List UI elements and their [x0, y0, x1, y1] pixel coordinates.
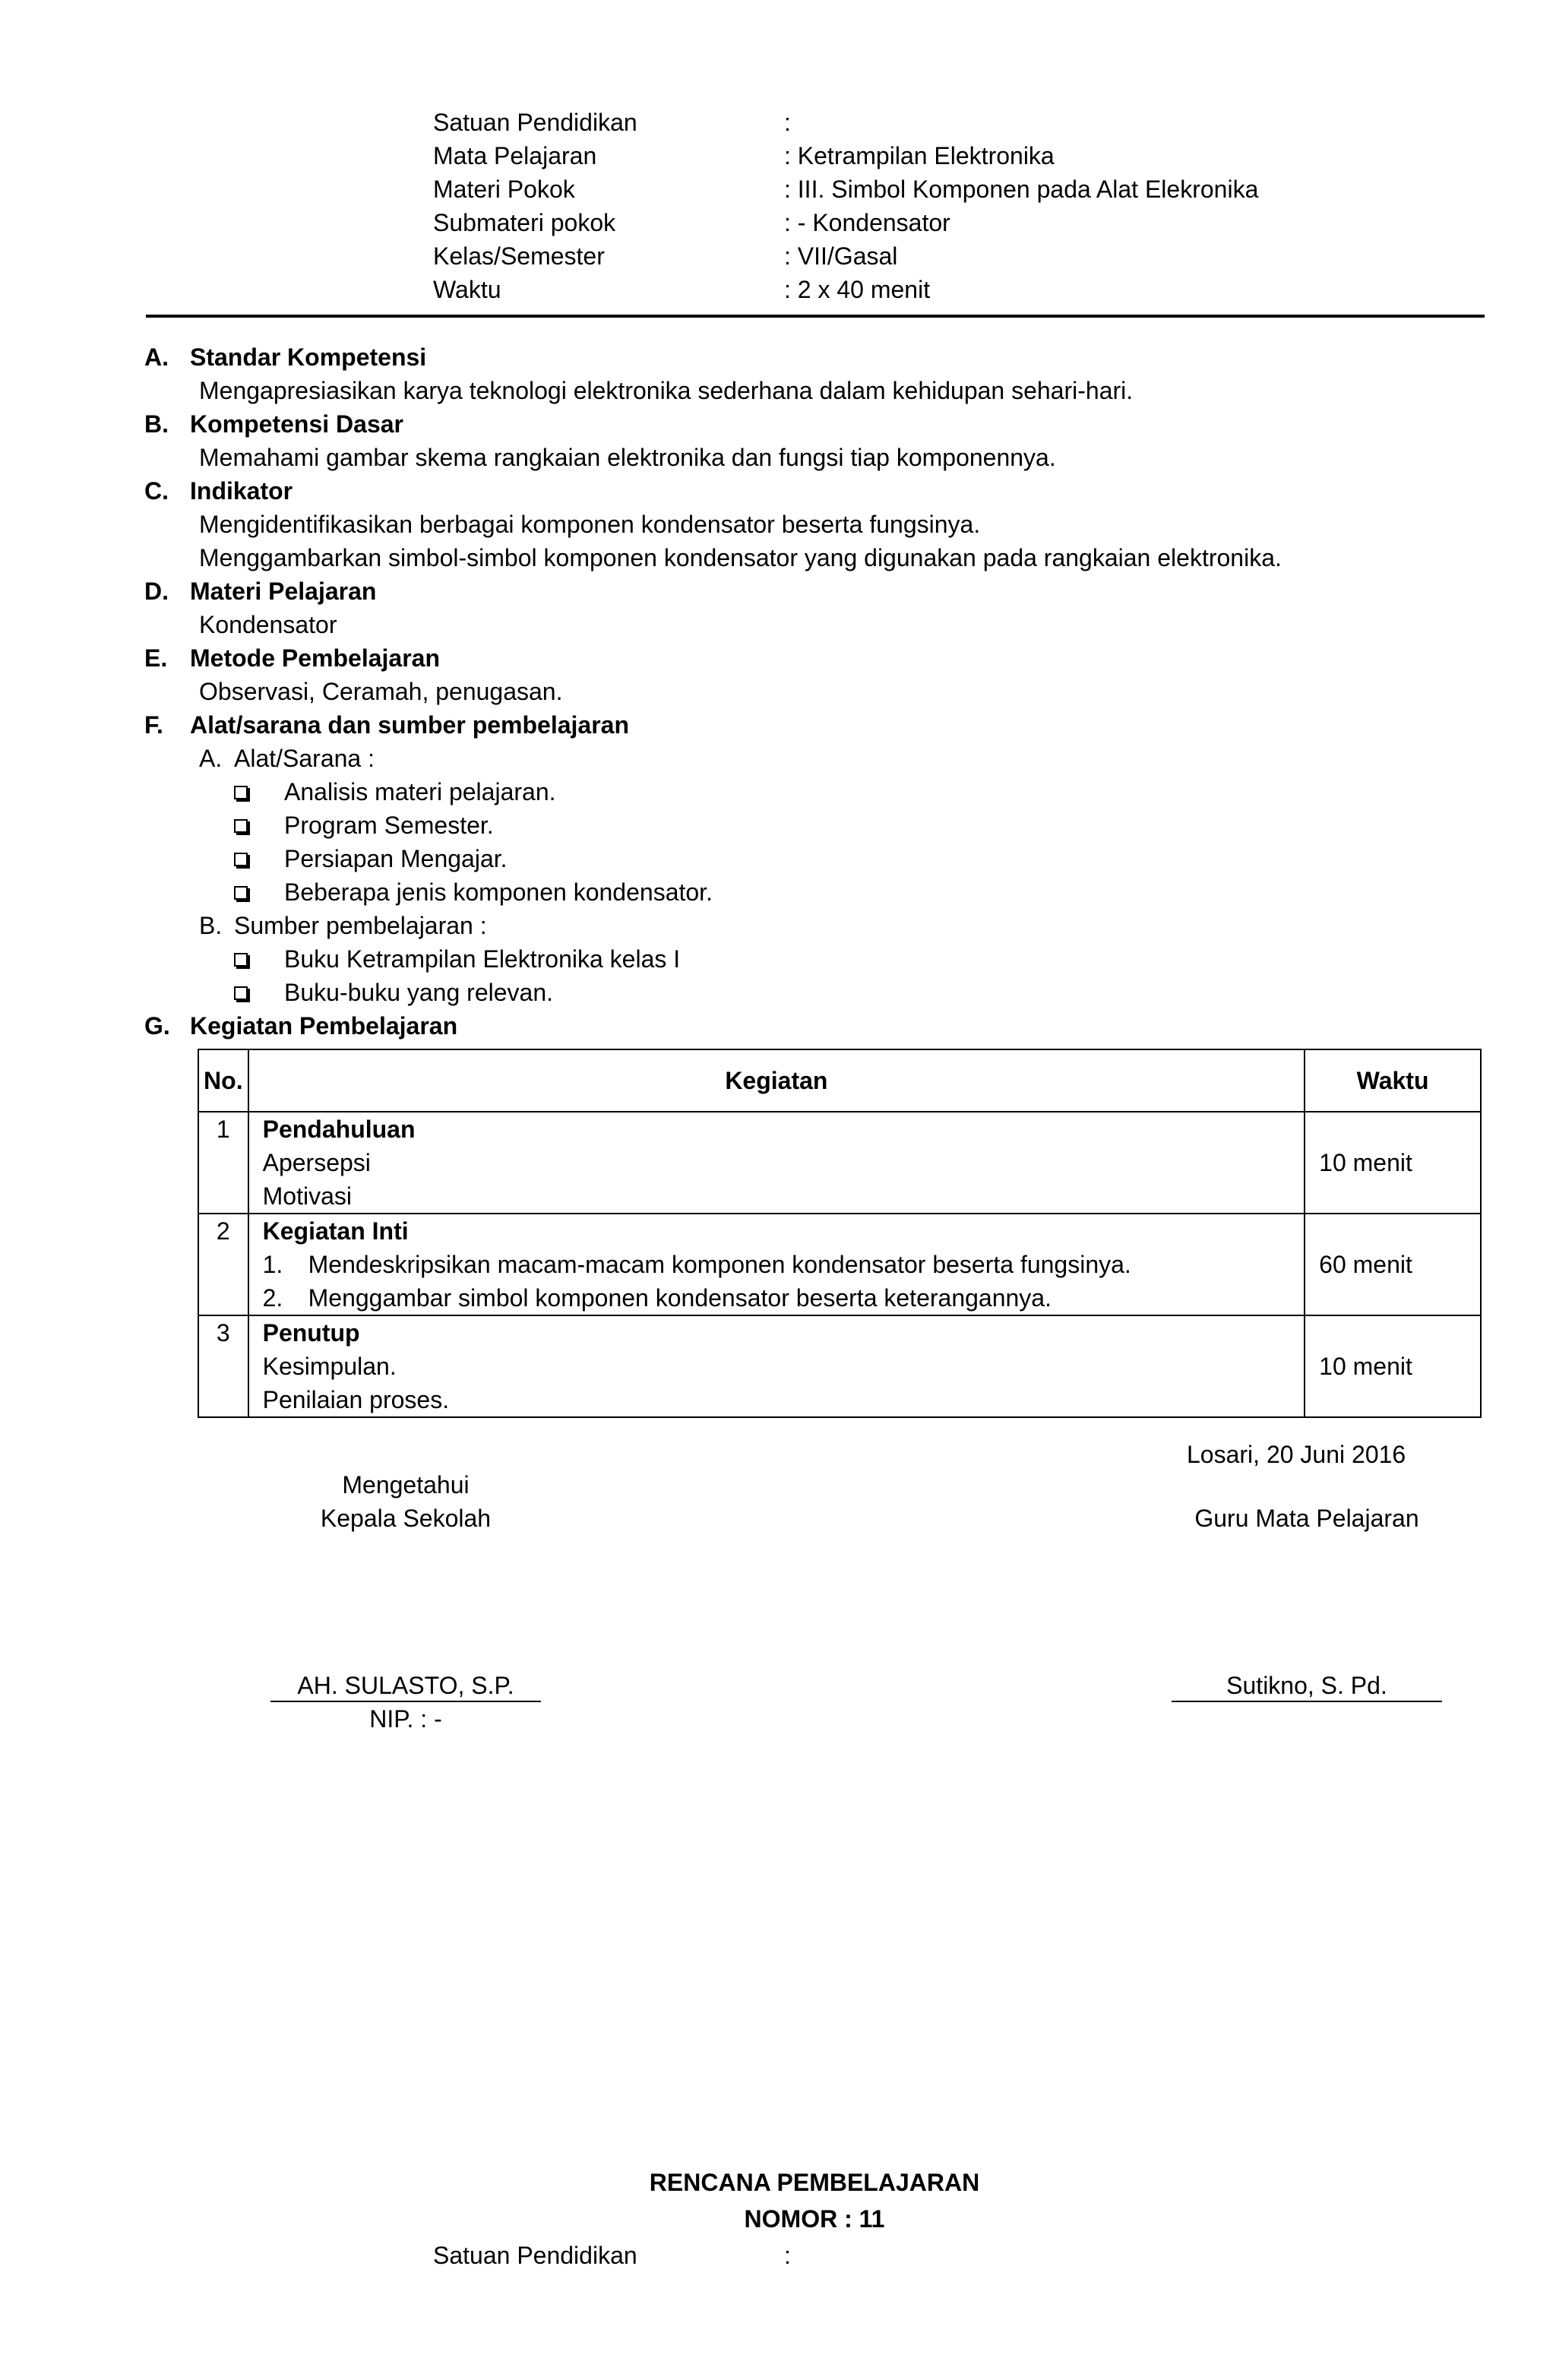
item-number: 1.: [262, 1251, 283, 1278]
section-letter: C.: [144, 477, 169, 505]
section-letter: B.: [144, 410, 169, 438]
subsection-title: Sumber pembelajaran :: [234, 912, 487, 939]
checkbox-bullet-icon: [234, 953, 248, 967]
section-c-heading: [144, 474, 1489, 508]
section-d-heading: [144, 574, 1489, 608]
row-waktu: 10 menit: [1305, 1112, 1481, 1214]
section-title: Materi Pelajaran: [190, 578, 377, 605]
section-a-heading: [144, 340, 1489, 374]
info-value: : - Kondensator: [784, 209, 950, 236]
section-text: Mengapresiasikan karya teknologi elektronika sederhana dalam kehidupan sehari-hari.: [199, 377, 1134, 404]
list-item-text: Buku-buku yang relevan.: [284, 979, 553, 1006]
table-row: [198, 1315, 1481, 1417]
section-text: Mengidentifikasikan berbagai komponen kondensator beserta fungsinya.: [199, 511, 981, 538]
section-title: Standar Kompetensi: [190, 343, 427, 371]
numbered-item: [263, 1281, 1305, 1315]
info-row: [433, 106, 1258, 139]
list-item-text: Program Semester.: [284, 812, 494, 839]
info-label: Mata Pelajaran: [433, 142, 597, 169]
left-signer-title: Kepala Sekolah: [320, 1505, 492, 1532]
section-e-body: [144, 675, 1489, 708]
left-signer-nip: NIP. : -: [369, 1705, 442, 1733]
info-value: : III. Simbol Komponen pada Alat Elekronika: [784, 176, 1259, 203]
table-row: [198, 1214, 1481, 1315]
section-text: Menggambarkan simbol-simbol komponen kondensator yang digunakan pada rangkaian elektronika.: [199, 544, 1282, 571]
row-line: Motivasi: [262, 1182, 352, 1210]
table-header-row: [198, 1049, 1481, 1112]
section-b-body: [144, 441, 1489, 474]
section-title: Alat/sarana dan sumber pembelajaran: [190, 711, 629, 739]
row-title: Pendahuluan: [262, 1116, 416, 1143]
section-title: Indikator: [190, 477, 293, 505]
next-page-number: NOMOR : 11: [744, 2205, 885, 2233]
sections: [144, 340, 1489, 1043]
right-signature-underline: [1172, 1701, 1442, 1702]
info-label: Materi Pokok: [433, 176, 575, 203]
section-title: Kegiatan Pembelajaran: [190, 1012, 458, 1040]
section-e-heading: [144, 641, 1489, 675]
section-letter: E.: [144, 644, 168, 672]
section-g-heading: [144, 1009, 1489, 1043]
list-item-text: Beberapa jenis komponen kondensator.: [284, 878, 713, 906]
info-label: Satuan Pendidikan: [433, 109, 637, 136]
info-row: [433, 239, 1258, 273]
checkbox-bullet-icon: [234, 786, 248, 799]
checkbox-bullet-icon: [234, 986, 248, 1000]
list-item: [144, 775, 1489, 809]
row-waktu: 10 menit: [1305, 1315, 1481, 1417]
item-text: Menggambar simbol komponen kondensator beserta keterangannya.: [308, 1284, 1052, 1312]
next-page-info-value: :: [784, 2242, 791, 2269]
row-line: Penilaian proses.: [262, 1386, 450, 1413]
right-signer-name: Sutikno, S. Pd.: [1226, 1672, 1387, 1699]
info-row: [433, 172, 1258, 206]
header-divider: [146, 315, 1485, 318]
list-item: [144, 942, 1489, 976]
item-text: Mendeskripsikan macam-macam komponen kondensator beserta fungsinya.: [308, 1251, 1131, 1278]
row-kegiatan: [248, 1214, 1305, 1315]
subsection-alat-heading: [144, 742, 1489, 775]
list-item: [144, 875, 1489, 909]
section-letter: G.: [144, 1012, 170, 1040]
subsection-letter: B.: [199, 912, 223, 939]
row-no: 2: [198, 1214, 248, 1315]
item-number: 2.: [262, 1284, 283, 1312]
row-line: Apersepsi: [262, 1149, 371, 1176]
row-waktu: 60 menit: [1305, 1214, 1481, 1315]
info-label: Kelas/Semester: [433, 242, 605, 270]
list-item: [144, 976, 1489, 1009]
right-signer-title: Guru Mata Pelajaran: [1194, 1505, 1419, 1532]
subsection-letter: A.: [199, 745, 223, 772]
row-title: Kegiatan Inti: [262, 1217, 409, 1245]
info-row: [433, 273, 1258, 306]
row-no: 3: [198, 1315, 248, 1417]
activities-table: [198, 1049, 1482, 1418]
left-signer-name: AH. SULASTO, S.P.: [297, 1672, 514, 1699]
header-kegiatan: Kegiatan: [248, 1049, 1305, 1112]
info-row: [433, 206, 1258, 239]
section-text: Observasi, Ceramah, penugasan.: [199, 678, 563, 705]
section-c-body: [144, 508, 1489, 574]
section-text: Kondensator: [199, 611, 337, 638]
section-letter: A.: [144, 343, 169, 371]
section-title: Kompetensi Dasar: [190, 410, 403, 438]
subsection-title: Alat/Sarana :: [234, 745, 375, 772]
info-value: : 2 x 40 menit: [784, 276, 931, 303]
row-no: 1: [198, 1112, 248, 1214]
list-item: [144, 809, 1489, 842]
section-text: Memahami gambar skema rangkaian elektronika dan fungsi tiap komponennya.: [199, 444, 1056, 471]
list-item-text: Persiapan Mengajar.: [284, 845, 508, 872]
section-letter: D.: [144, 578, 169, 605]
section-f-heading: [144, 708, 1489, 742]
next-page-info-label: Satuan Pendidikan: [433, 2242, 637, 2269]
numbered-item: [263, 1248, 1305, 1281]
section-a-body: [144, 374, 1489, 407]
place-date: Losari, 20 Juni 2016: [1187, 1441, 1406, 1468]
info-label: Waktu: [433, 276, 501, 303]
header-waktu: Waktu: [1305, 1049, 1481, 1112]
section-b-heading: [144, 407, 1489, 441]
info-value: :: [784, 109, 791, 136]
next-page-title: RENCANA PEMBELAJARAN: [649, 2169, 980, 2196]
info-value: : Ketrampilan Elektronika: [784, 142, 1055, 169]
checkbox-bullet-icon: [234, 853, 248, 866]
section-d-body: [144, 608, 1489, 641]
table-row: [198, 1112, 1481, 1214]
info-row: [433, 139, 1258, 172]
info-value: : VII/Gasal: [784, 242, 898, 270]
row-line: Kesimpulan.: [262, 1353, 397, 1380]
list-item: [144, 842, 1489, 875]
subsection-sumber-heading: [144, 909, 1489, 942]
row-title: Penutup: [262, 1319, 360, 1347]
section-title: Metode Pembelajaran: [190, 644, 440, 672]
checkbox-bullet-icon: [234, 819, 248, 833]
header-no: No.: [198, 1049, 248, 1112]
list-item-text: Analisis materi pelajaran.: [284, 778, 556, 805]
row-kegiatan: [248, 1315, 1305, 1417]
left-signer-line1: Mengetahui: [342, 1471, 470, 1499]
info-label: Submateri pokok: [433, 209, 616, 236]
row-kegiatan: [248, 1112, 1305, 1214]
section-letter: F.: [144, 711, 163, 739]
header-info: [433, 106, 1258, 306]
list-item-text: Buku Ketrampilan Elektronika kelas I: [284, 945, 681, 973]
checkbox-bullet-icon: [234, 886, 248, 900]
